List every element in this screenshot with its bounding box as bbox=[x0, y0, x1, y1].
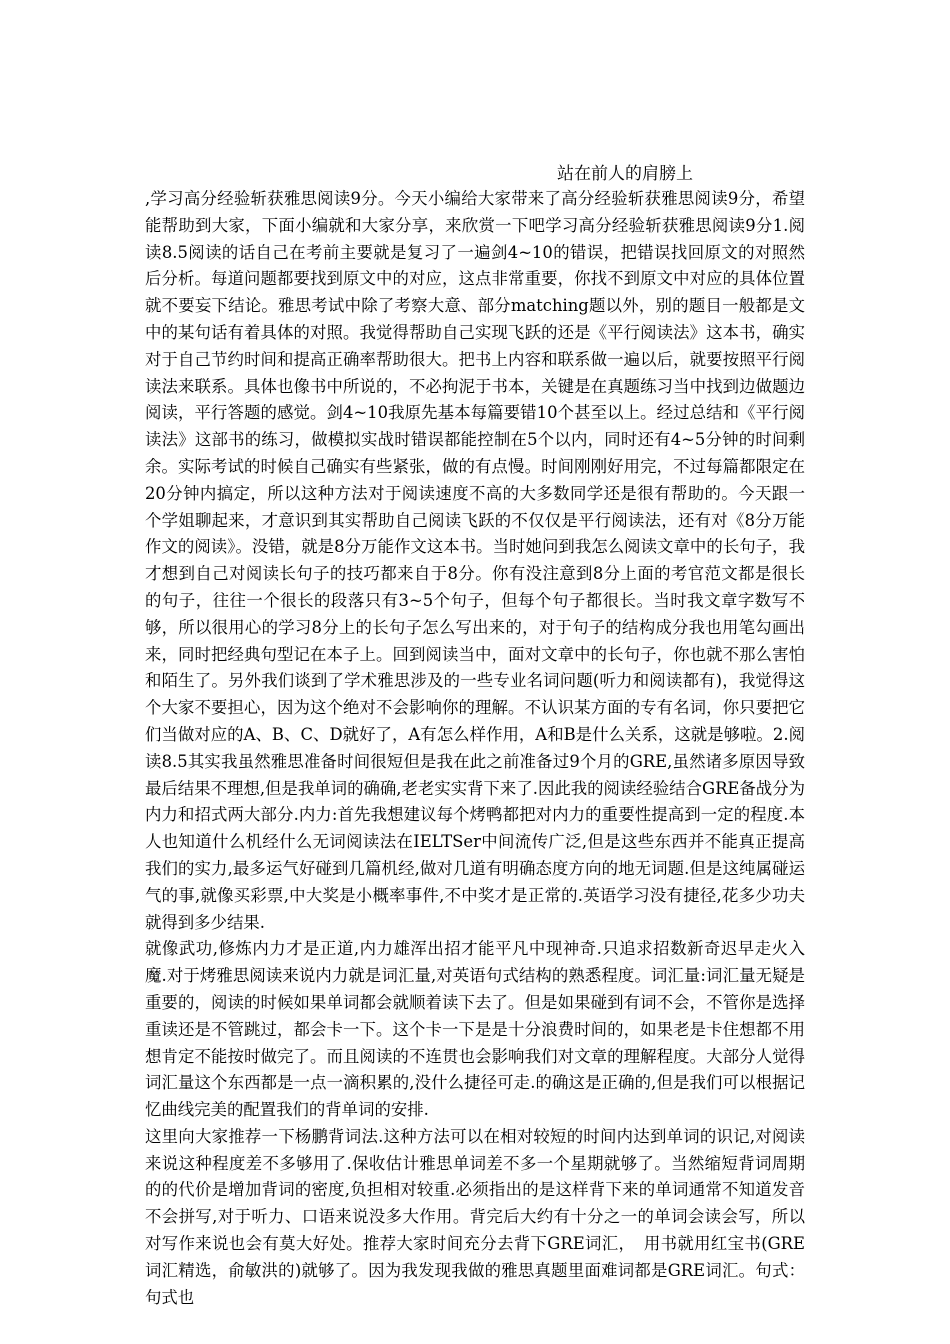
body-paragraph-2: 就像武功,修炼内力才是正道,内力雄浑出招才能平凡中现神奇.只追求招数新奇迟早走火入魔.对于烤雅思阅读来说内力就是词汇量,对英语句式结构的熟悉程度。词汇量:词汇量无疑是重要的，阅读的时候如果单词都会就顺着读下去了。但是如果碰到有词不会，不管你是选择重读还是不管跳过，都会卡一下。这个卡一下是是十分浪费时间的，如果老是卡住想都不用想肯定不能按时做完了。而且阅读的不连贯也会影响我们对文章的理解程度。大部分人觉得词汇量这个东西都是一点一滴积累的,没什么捷径可走.的确这是正确的,但是我们可以根据记忆曲线完美的配置我们的背单词的安排. bbox=[145, 939, 805, 1120]
body-paragraph-3: 这里向大家推荐一下杨鹏背词法.这种方法可以在相对较短的时间内达到单词的识记,对阅读来说这种程度差不多够用了.保收估计雅思单词差不多一个星期就够了。当然缩短背词周期的的代价是增加背词的密度,负担相对较重.必须指出的是这样背下来的单词通常不知道发音不会拼写,对于听力、口语来说没多大作用。背完后大约有十分之一的单词会读会写，所以对写作来说也会有莫大好处。推荐大家时间充分去背下GRE词汇， 用书就用红宝书(GRE词汇精选，俞敏洪的)就够了。因为我发现我做的雅思真题里面难词都是GRE词汇。句式：句式也 bbox=[145, 1126, 805, 1307]
document-title: 站在前人的肩膀上 bbox=[557, 164, 693, 184]
body-paragraph-1: ,学习高分经验斩获雅思阅读9分。今天小编给大家带来了高分经验斩获雅思阅读9分，希望能帮助到大家，下面小编就和大家分享，来欣赏一下吧学习高分经验斩获雅思阅读9分1.阅读8.5阅读的话自己在考前主要就是复习了一遍剑4~10的错误，把错误找回原文的对照然后分析。每道问题都要找到原文中的对应，这点非常重要，你找不到原文中对应的具体位置就不要妄下结论。雅思考试中除了考察大意、部分matching题以外，别的题目一般都是文中的某句话有着具体的对照。我觉得帮助自己实现飞跃的还是《平行阅读法》这本书，确实对于自己节约时间和提高正确率帮助很大。把书上内容和联系做一遍以后，就要按照平行阅读法来联系。具体也像书中所说的，不必拘泥于书本，关键是在真题练习当中找到边做题边阅读，平行答题的感觉。剑4~10我原先基本每篇要错10个甚至以上。经过总结和《平行阅读法》这部书的练习，做模拟实战时错误都能控制在5个以内，同时还有4~5分钟的时间剩余。实际考试的时候自己确实有些紧张，做的有点慢。时间刚刚好用完，不过每篇都限定在20分钟内搞定，所以这种方法对于阅读速度不高的大多数同学还是很有帮助的。今天跟一个学姐聊起来，才意识到其实帮助自己阅读飞跃的不仅仅是平行阅读法，还有对《8分万能作文的阅读》。没错，就是8分万能作文这本书。当时她问到我怎么阅读文章中的长句子，我才想到自己对阅读长句子的技巧都来自于8分。你有没注意到8分上面的考官范文都是很长的句子，往往一个很长的段落只有3~5个句子，但每个句子都很长。当时我文章字数写不够，所以很用心的学习8分上的长句子怎么写出来的，对于句子的结构成分我也用笔勾画出来，同时把经典句型记在本子上。回到阅读当中，面对文章中的长句子，你也就不那么害怕和陌生了。另外我们谈到了学术雅思涉及的一些专业名词问题(听力和阅读都有)，我觉得这个大家不要担心，因为这个绝对不会影响你的理解。不认识某方面的专有名词，你只要把它们当做对应的A、B、C、D就好了，A有怎么样作用，A和B是什么关系，这就是够啦。2.阅读8.5其实我虽然雅思准备时间很短但是我在此之前准备过9个月的GRE,虽然诸多原因导致最后结果不理想,但是我单词的确确,老老实实背下来了.因此我的阅读经验结合GRE备战分为内力和招式两大部分.内力:首先我想建议每个烤鸭都把对内力的重要性提高到一定的程度.本人也知道什么机经什么无词阅读法在IELTSer中间流传广泛,但是这些东西并不能真正提高我们的实力,最多运气好碰到几篇机经,做对几道有明确态度方向的地无词题.但是这纯属碰运气的事,就像买彩票,中大奖是小概率事件,不中奖才是正常的.英语学习没有捷径,花多少功夫就得到多少结果. bbox=[145, 189, 805, 932]
document-body bbox=[145, 186, 805, 1311]
